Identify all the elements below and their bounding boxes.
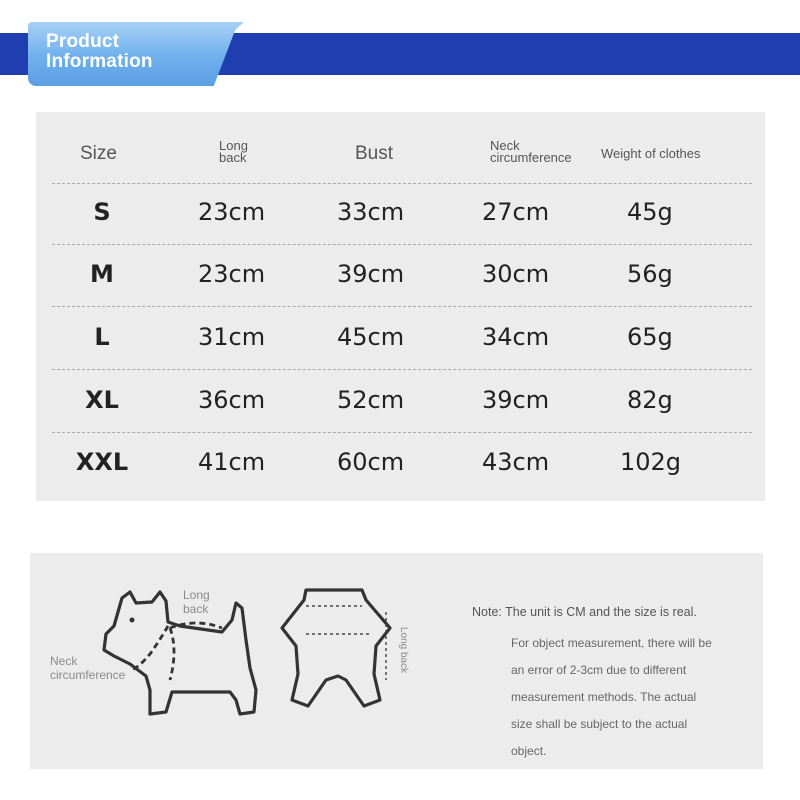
cell-size: M [90, 260, 114, 288]
cell-bust: 33cm [337, 198, 405, 226]
cell-long-back: 41cm [198, 448, 266, 476]
cell-weight: 65g [627, 323, 673, 351]
header-weight: Weight of clothes [601, 146, 701, 161]
header-size: Size [80, 143, 117, 164]
cell-weight: 82g [627, 386, 673, 414]
cell-weight: 102g [620, 448, 682, 476]
cell-size: L [94, 323, 110, 351]
cell-weight: 56g [627, 260, 673, 288]
cell-long-back: 31cm [198, 323, 266, 351]
clothing-long-back-label: Long back [398, 626, 409, 674]
cell-size: XL [85, 386, 119, 414]
header-neck: Neck circumference [490, 138, 572, 165]
header-long-back: Long back [219, 138, 248, 165]
cell-neck: 43cm [482, 448, 550, 476]
page-title: Product Information [46, 31, 153, 72]
bust-measure-line [170, 628, 174, 680]
dog-eye-icon [130, 618, 135, 623]
cell-bust: 45cm [337, 323, 405, 351]
note-line: measurement methods. The actual [511, 690, 697, 704]
note-line: object. [511, 744, 547, 758]
dog-neck-label: Neck circumference [50, 654, 126, 682]
cell-long-back: 36cm [198, 386, 266, 414]
dog-outline-icon [104, 592, 256, 714]
cell-neck: 30cm [482, 260, 550, 288]
cell-size: S [93, 198, 111, 226]
note-line: For object measurement, there will be [511, 636, 712, 650]
header-bust: Bust [355, 143, 394, 164]
cell-weight: 45g [627, 198, 673, 226]
cell-neck: 34cm [482, 323, 550, 351]
clothing-outline-icon [282, 590, 390, 706]
cell-long-back: 23cm [198, 198, 266, 226]
note-line: size shall be subject to the actual [511, 717, 688, 731]
dog-long-back-label: Long back [183, 588, 210, 616]
cell-size: XXL [75, 448, 129, 476]
cell-bust: 39cm [337, 260, 405, 288]
cell-neck: 27cm [482, 198, 550, 226]
cell-neck: 39cm [482, 386, 550, 414]
cell-bust: 60cm [337, 448, 405, 476]
note-line: an error of 2-3cm due to different [511, 663, 687, 677]
note-heading: Note: The unit is CM and the size is real. [472, 605, 697, 619]
cell-long-back: 23cm [198, 260, 266, 288]
cell-bust: 52cm [337, 386, 405, 414]
